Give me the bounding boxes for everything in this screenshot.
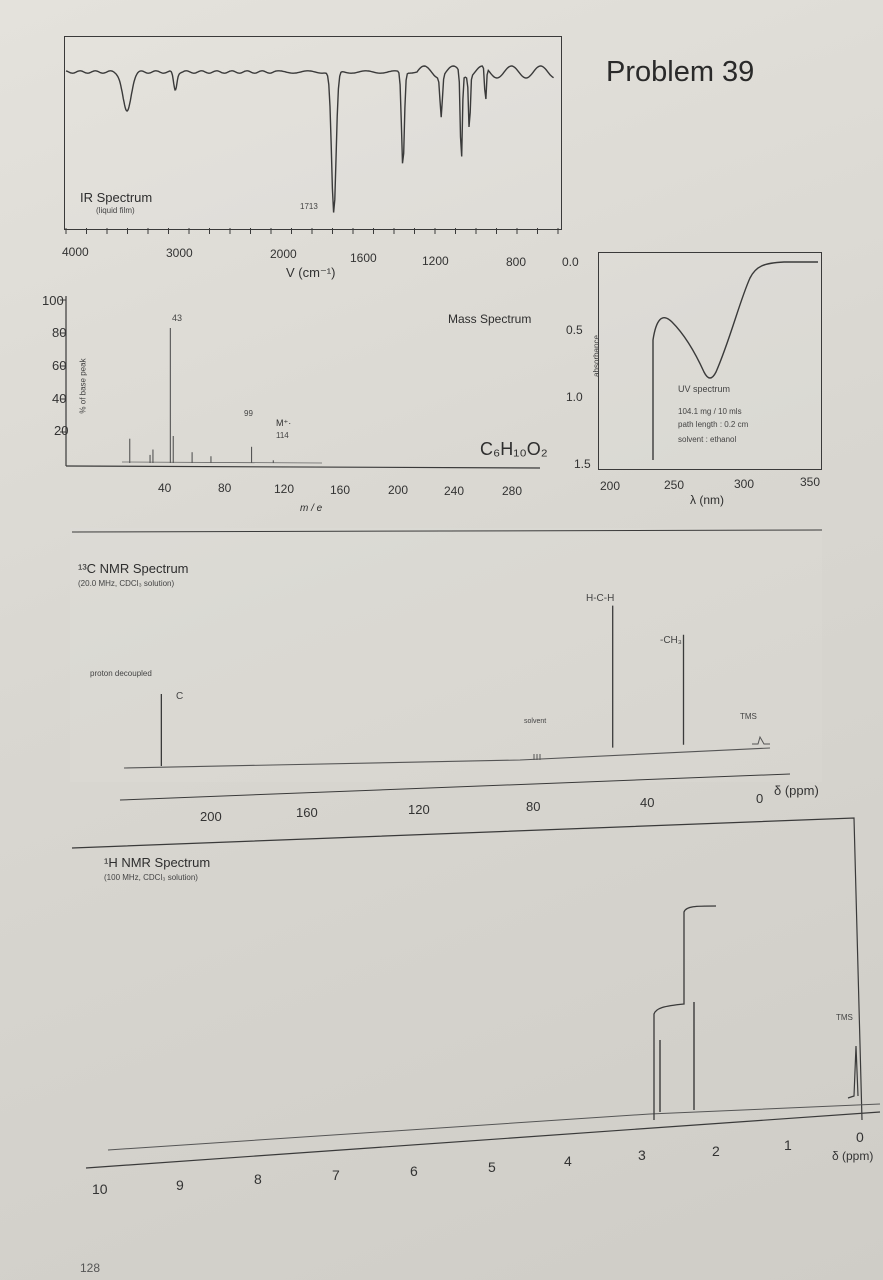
ms-y-tick: 80 [52,325,67,340]
ms-x-label: m / e [300,503,323,514]
uv-x-tick: 250 [664,478,685,492]
h1-baseline [108,1104,880,1153]
ms-x-axis [66,466,540,468]
ms-x-tick: 120 [274,482,295,496]
ms-x-tick: 40 [158,481,172,495]
ir-x-label: V (cm⁻¹) [286,265,336,280]
uv-x-tick: 350 [800,475,821,489]
h1-x-tick: 1 [784,1137,792,1153]
c13-label-solvent: solvent [524,718,547,725]
h1-x-tick: 3 [638,1147,646,1163]
h1-title: ¹H NMR Spectrum [104,855,211,870]
ms-x-tick: 280 [502,484,523,498]
c13-tms-peak [752,737,770,744]
ms-base-peak-label: 43 [172,313,183,323]
ms-x-tick: 240 [444,484,465,498]
uv-x-label: λ (nm) [690,493,724,507]
ms-y-tick: 20 [54,423,69,438]
ir-x-tick: 800 [506,255,527,269]
ms-molecular-ion-label: M⁺· [276,418,292,428]
uv-y-tick: 1.0 [566,390,583,404]
ir-x-tick: 1200 [422,254,449,268]
ir-x-tick: 3000 [166,246,193,260]
uv-y-tick: 1.5 [574,457,591,471]
ms-x-tick: 160 [330,483,351,497]
ms-baseline [122,462,322,463]
uv-info-solvent: solvent : ethanol [678,435,737,444]
h1-label-tms: TMS [836,1013,853,1022]
h1-subtitle: (100 MHz, CDCl₃ solution) [104,873,198,882]
ms-y-label: % of base peak [78,358,88,414]
h1-x-tick: 7 [332,1167,340,1183]
c13-label-ch3: -CH₃ [660,635,682,646]
c13-subtitle: (20.0 MHz, CDCl₃ solution) [78,579,175,588]
ms-y-tick: 100 [42,293,64,308]
c13-x-tick: 0 [756,791,764,806]
c13-baseline [124,748,770,768]
molecular-formula: C₆H₁₀O₂ [480,439,548,459]
ir-peak-label: 1713 [300,202,318,211]
c13-x-label: δ (ppm) [774,783,819,798]
ms-peak-99-label: 99 [244,409,253,418]
uv-y-tick: 0.0 [562,255,579,269]
h1-x-tick: 10 [92,1181,108,1197]
h1-x-tick: 4 [564,1153,572,1169]
c13-x-tick: 40 [640,795,655,810]
ir-x-tick: 4000 [62,245,89,259]
ms-y-tick: 40 [52,391,67,406]
ms-x-tick: 80 [218,481,232,495]
c13-x-tick: 200 [200,809,222,824]
h1-panel-frame [72,818,862,1120]
ms-y-tick: 60 [52,358,67,373]
ir-subtitle: (liquid film) [96,206,135,215]
h1-x-tick: 8 [254,1171,262,1187]
c13-x-tick: 80 [526,799,541,814]
c13-top-ruler [72,530,822,532]
uv-x-tick: 200 [600,479,621,493]
uv-y-tick: 0.5 [566,323,583,337]
page-number: 128 [80,1261,101,1275]
ms-x-tick: 200 [388,483,409,497]
uv-title: UV spectrum [678,384,731,394]
ir-trace [66,66,554,213]
h1-x-tick: 5 [488,1159,496,1175]
c13-x-tick: 160 [296,805,318,820]
uv-trace [653,262,818,460]
problem-title: Problem 39 [606,56,755,88]
ir-x-tick: 2000 [270,247,297,261]
uv-x-tick: 300 [734,477,755,491]
c13-decoupled-label: proton decoupled [90,669,152,678]
h1-x-tick: 0 [856,1129,864,1145]
uv-info-concentration: 104.1 mg / 10 mls [678,407,742,416]
h1-x-axis [86,1112,880,1168]
h1-x-tick: 2 [712,1143,720,1159]
c13-label-c: C [176,691,184,702]
ir-title: IR Spectrum [80,190,153,205]
c13-bottom-ruler [120,774,790,800]
ms-molecular-ion-mass: 114 [276,431,289,440]
h1-x-tick: 9 [176,1177,184,1193]
h1-integral [654,906,716,1120]
uv-y-label: absorbance [591,335,601,377]
c13-label-tms: TMS [740,712,757,721]
c13-title: ¹³C NMR Spectrum [78,561,189,576]
ir-x-tick: 1600 [350,251,377,265]
h1-x-tick: 6 [410,1163,418,1179]
c13-x-tick: 120 [408,802,430,817]
h1-tms-peak [848,1046,858,1098]
h1-x-label: δ (ppm) [832,1149,874,1163]
c13-label-ch: H-C-H [586,593,615,604]
ms-title: Mass Spectrum [448,312,532,326]
uv-info-path-length: path length : 0.2 cm [678,420,749,429]
